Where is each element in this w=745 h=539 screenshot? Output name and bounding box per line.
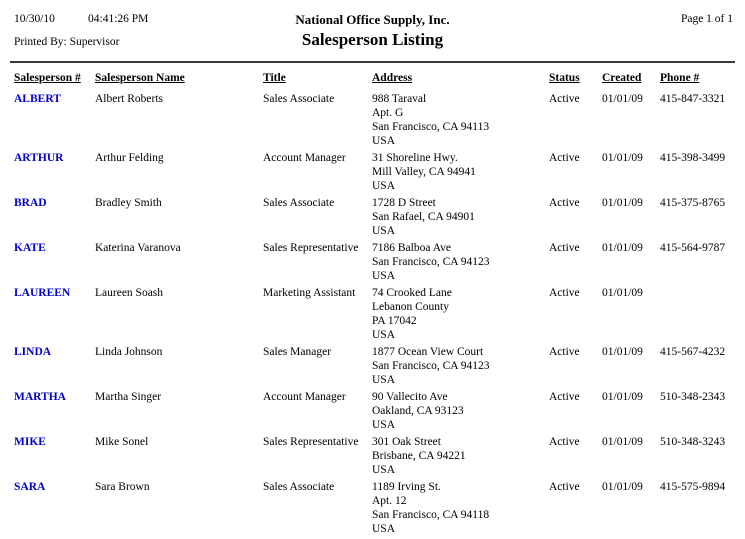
address-line: Mill Valley, CA 94941 xyxy=(372,166,476,178)
address-line: USA xyxy=(372,419,396,431)
address-line: Lebanon County xyxy=(372,301,449,313)
salesperson-code-link[interactable]: MIKE xyxy=(14,436,46,448)
page-indicator: Page 1 of 1 xyxy=(680,13,733,25)
salesperson-created-cell: 01/01/09 xyxy=(602,436,643,448)
salesperson-code-link[interactable]: ARTHUR xyxy=(14,152,64,164)
salesperson-status-cell: Active xyxy=(549,346,580,358)
address-line: 31 Shoreline Hwy. xyxy=(372,152,458,164)
salesperson-status-cell: Active xyxy=(549,152,580,164)
address-line: USA xyxy=(372,225,396,237)
column-header-status: Status xyxy=(549,72,580,84)
address-line: Apt. G xyxy=(372,107,404,119)
address-line: PA 17042 xyxy=(372,315,417,327)
address-line: 1189 Irving St. xyxy=(372,481,441,493)
salesperson-code-link[interactable]: SARA xyxy=(14,481,46,493)
salesperson-title-cell: Sales Manager xyxy=(263,346,332,358)
address-line: 1728 D Street xyxy=(372,197,436,209)
report-title: Salesperson Listing xyxy=(301,30,444,49)
salesperson-address-cell xyxy=(372,92,549,151)
table-row xyxy=(14,241,739,286)
address-line: San Francisco, CA 94123 xyxy=(372,256,490,268)
salesperson-created-cell: 01/01/09 xyxy=(602,152,643,164)
report-time: 04:41:26 PM xyxy=(88,13,149,25)
column-header-address: Address xyxy=(372,72,413,84)
header-divider xyxy=(10,61,735,63)
salesperson-phone-cell: 415-398-3499 xyxy=(660,152,726,164)
column-header-title: Title xyxy=(263,72,286,84)
address-line: San Francisco, CA 94123 xyxy=(372,360,490,372)
salesperson-address-cell xyxy=(372,151,549,196)
table-row xyxy=(14,345,739,390)
salesperson-title-cell: Sales Associate xyxy=(263,93,335,105)
salesperson-created-cell: 01/01/09 xyxy=(602,197,643,209)
table-row xyxy=(14,151,739,196)
salesperson-created-cell: 01/01/09 xyxy=(602,391,643,403)
address-line: USA xyxy=(372,180,396,192)
salesperson-created-cell: 01/01/09 xyxy=(602,346,643,358)
salesperson-address-cell xyxy=(372,286,549,345)
salesperson-address-cell xyxy=(372,196,549,241)
salesperson-status-cell: Active xyxy=(549,436,580,448)
salesperson-name-cell: Laureen Soash xyxy=(95,287,164,299)
address-line: 301 Oak Street xyxy=(372,436,441,448)
address-line: 90 Vallecito Ave xyxy=(372,391,448,403)
salesperson-title-cell: Account Manager xyxy=(263,391,346,403)
salesperson-created-cell: 01/01/09 xyxy=(602,287,643,299)
salesperson-table xyxy=(14,72,739,539)
address-line: San Rafael, CA 94901 xyxy=(372,211,475,223)
table-row xyxy=(14,196,739,241)
salesperson-name-cell: Martha Singer xyxy=(95,391,162,403)
address-line: Brisbane, CA 94221 xyxy=(372,450,466,462)
address-line: USA xyxy=(372,329,396,341)
salesperson-status-cell: Active xyxy=(549,242,580,254)
address-line: San Francisco, CA 94118 xyxy=(372,509,490,521)
address-line: Apt. 12 xyxy=(372,495,407,507)
salesperson-status-cell: Active xyxy=(549,391,580,403)
table-row xyxy=(14,286,739,345)
address-line: San Francisco, CA 94113 xyxy=(372,121,490,133)
salesperson-address-cell xyxy=(372,345,549,390)
salesperson-code-link[interactable]: ALBERT xyxy=(14,93,61,105)
company-name: National Office Supply, Inc. xyxy=(295,12,450,27)
salesperson-phone-cell: 510-348-3243 xyxy=(660,436,726,448)
address-line: 7186 Balboa Ave xyxy=(372,242,451,254)
salesperson-title-cell: Account Manager xyxy=(263,152,346,164)
salesperson-name-cell: Bradley Smith xyxy=(95,197,162,209)
address-line: USA xyxy=(372,270,396,282)
salesperson-status-cell: Active xyxy=(549,287,580,299)
table-row xyxy=(14,390,739,435)
column-header-phone: Phone # xyxy=(660,72,700,84)
address-line: USA xyxy=(372,523,396,535)
salesperson-address-cell xyxy=(372,390,549,435)
column-header-salesperson-name: Salesperson Name xyxy=(95,72,185,84)
salesperson-title-cell: Sales Associate xyxy=(263,481,335,493)
salesperson-status-cell: Active xyxy=(549,481,580,493)
salesperson-phone-cell: 415-564-9787 xyxy=(660,242,726,254)
salesperson-name-cell: Arthur Felding xyxy=(95,152,164,164)
salesperson-phone-cell: 415-575-9894 xyxy=(660,481,726,493)
report-date: 10/30/10 xyxy=(14,13,55,25)
table-row xyxy=(14,92,739,151)
salesperson-status-cell: Active xyxy=(549,197,580,209)
salesperson-name-cell: Mike Sonel xyxy=(95,436,149,448)
salesperson-phone-cell: 415-847-3321 xyxy=(660,93,726,105)
salesperson-code-link[interactable]: LAUREEN xyxy=(14,287,71,299)
address-line: 1877 Ocean View Court xyxy=(372,346,484,358)
salesperson-code-link[interactable]: KATE xyxy=(14,242,46,254)
table-row xyxy=(14,480,739,539)
salesperson-created-cell: 01/01/09 xyxy=(602,242,643,254)
salesperson-name-cell: Albert Roberts xyxy=(95,93,164,105)
salesperson-phone-cell: 415-375-8765 xyxy=(660,197,726,209)
salesperson-code-link[interactable]: BRAD xyxy=(14,197,47,209)
address-line: USA xyxy=(372,135,396,147)
salesperson-code-link[interactable]: MARTHA xyxy=(14,391,66,403)
salesperson-address-cell xyxy=(372,480,549,539)
salesperson-code-link[interactable]: LINDA xyxy=(14,346,52,358)
salesperson-address-cell xyxy=(372,435,549,480)
printed-by-text: Printed By: Supervisor xyxy=(14,36,120,48)
salesperson-name-cell: Sara Brown xyxy=(95,481,150,493)
column-header-created: Created xyxy=(602,72,642,84)
address-line: 74 Crooked Lane xyxy=(372,287,452,299)
salesperson-title-cell: Sales Representative xyxy=(263,242,359,254)
salesperson-title-cell: Sales Associate xyxy=(263,197,335,209)
table-header-row xyxy=(14,72,739,92)
salesperson-address-cell xyxy=(372,241,549,286)
column-header-salesperson-number: Salesperson # xyxy=(14,72,81,84)
salesperson-status-cell: Active xyxy=(549,93,580,105)
salesperson-table-body xyxy=(14,92,739,539)
address-line: USA xyxy=(372,464,396,476)
salesperson-phone-cell: 510-348-2343 xyxy=(660,391,726,403)
salesperson-name-cell: Linda Johnson xyxy=(95,346,163,358)
address-line: Oakland, CA 93123 xyxy=(372,405,464,417)
address-line: 988 Taraval xyxy=(372,93,427,105)
table-row xyxy=(14,435,739,480)
salesperson-phone-cell xyxy=(660,286,739,345)
salesperson-created-cell: 01/01/09 xyxy=(602,481,643,493)
salesperson-title-cell: Marketing Assistant xyxy=(263,287,356,299)
salesperson-created-cell: 01/01/09 xyxy=(602,93,643,105)
salesperson-name-cell: Katerina Varanova xyxy=(95,242,181,254)
salesperson-title-cell: Sales Representative xyxy=(263,436,359,448)
address-line: USA xyxy=(372,374,396,386)
salesperson-phone-cell: 415-567-4232 xyxy=(660,346,726,358)
